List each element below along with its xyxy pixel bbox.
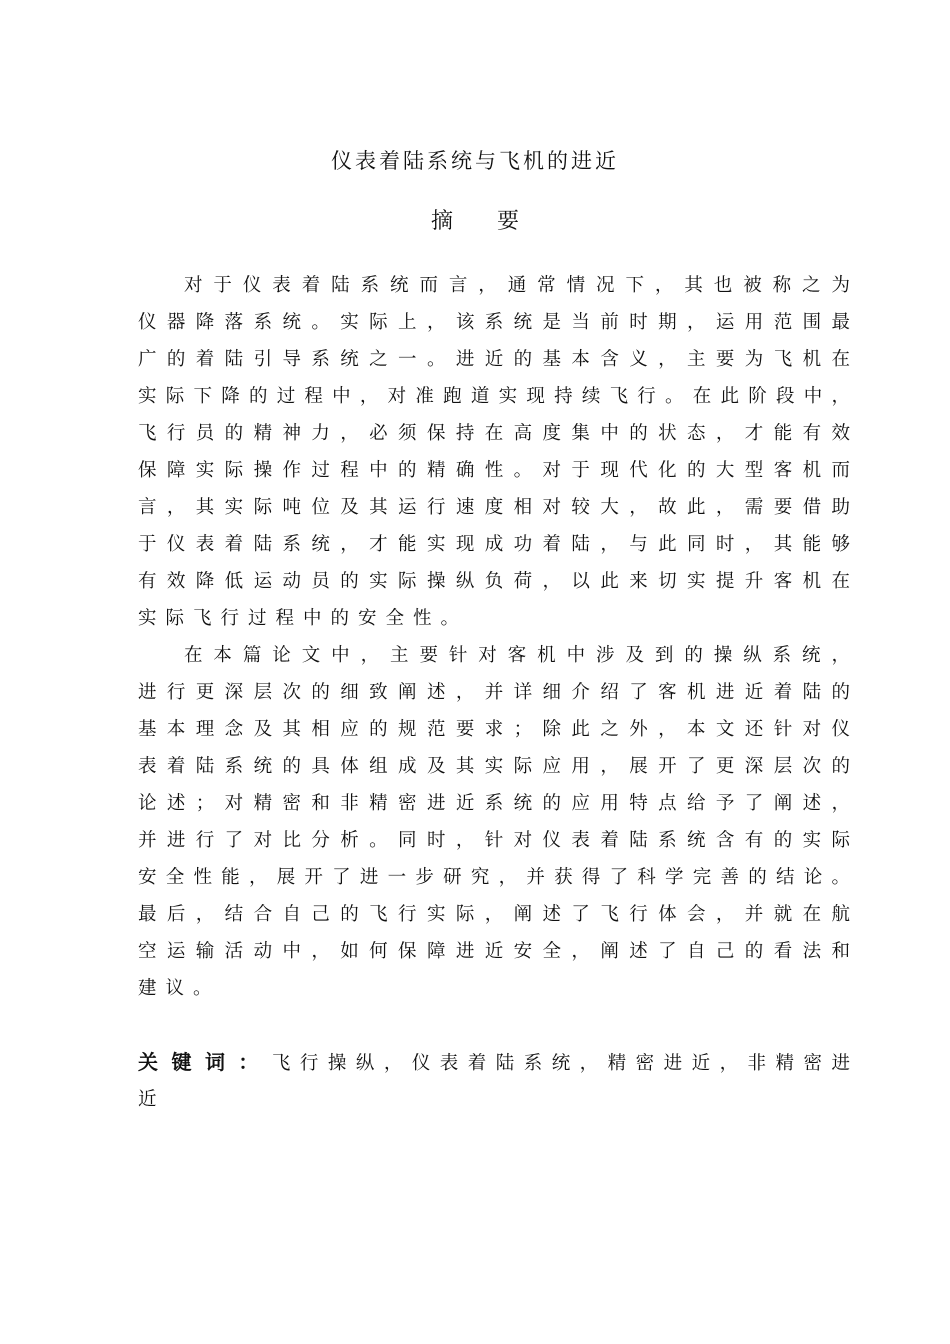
keywords-text: 飞行操纵，仪表着陆系统，精密进近，非精密进: [271, 1053, 850, 1074]
paragraph-line: 保障实际操作过程中的精确性。对于现代化的大型客机而: [138, 460, 850, 481]
paragraph-line: 仪器降落系统。实际上，该系统是当前时期，运用范围最: [138, 312, 850, 333]
abstract-body: [138, 267, 850, 1007]
keywords-line-continued: 近: [138, 1089, 157, 1110]
paragraph-line: 在本篇论文中，主要针对客机中涉及到的操纵系统，: [184, 645, 850, 666]
paragraph-line: 有效降低运动员的实际操纵负荷，以此来切实提升客机在: [138, 571, 850, 592]
paragraph-line: 于仪表着陆系统，才能实现成功着陆，与此同时，其能够: [138, 534, 850, 555]
paragraph-line: 飞行员的精神力，必须保持在高度集中的状态，才能有效: [138, 423, 850, 444]
keywords-line: [138, 1044, 850, 1081]
paragraph-line: 广的着陆引导系统之一。进近的基本含义，主要为飞机在: [138, 349, 850, 370]
paragraph-line: 论述；对精密和非精密进近系统的应用特点给予了阐述，: [138, 793, 850, 814]
paragraph-line: 实际下降的过程中，对准跑道实现持续飞行。在此阶段中，: [138, 386, 850, 407]
keywords-section: [138, 1044, 850, 1118]
paragraph-line: 实际飞行过程中的安全性。: [138, 608, 469, 629]
abstract-heading: [0, 202, 950, 242]
paragraph-line: 最后，结合自己的飞行实际，阐述了飞行体会，并就在航: [138, 904, 850, 925]
paragraph-line: 安全性能，展开了进一步研究，并获得了科学完善的结论。: [138, 867, 850, 888]
paragraph-line: 对于仪表着陆系统而言，通常情况下，其也被称之为: [184, 275, 850, 296]
abstract-heading-right: 要: [497, 209, 520, 234]
paragraph-line: 建议。: [138, 978, 221, 999]
paragraph-line: 空运输活动中，如何保障进近安全，阐述了自己的看法和: [138, 941, 850, 962]
abstract-heading-left: 摘: [430, 209, 453, 234]
document-title: 仪表着陆系统与飞机的进近: [331, 149, 619, 173]
paragraph-line: 进行更深层次的细致阐述，并详细介绍了客机进近着陆的: [138, 682, 850, 703]
paragraph-line: 并进行了对比分析。同时，针对仪表着陆系统含有的实际: [138, 830, 850, 851]
paragraph-line: 言，其实际吨位及其运行速度相对较大，故此，需要借助: [138, 497, 850, 518]
paragraph-line: 基本理念及其相应的规范要求；除此之外，本文还针对仪: [138, 719, 850, 740]
keywords-label: 关键词：: [138, 1050, 272, 1074]
paragraph-line: 表着陆系统的具体组成及其实际应用，展开了更深层次的: [138, 756, 850, 777]
